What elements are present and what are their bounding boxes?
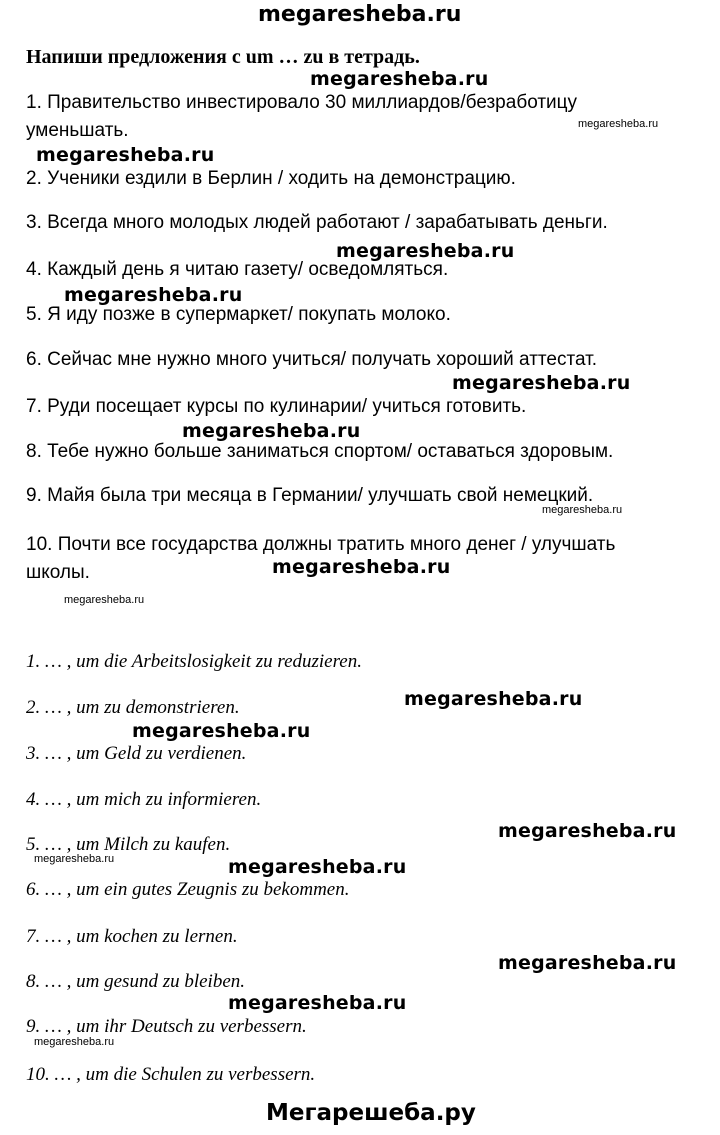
answer-item: 3. … , um Geld zu verdienen. <box>26 743 247 764</box>
sentence-item: школы. <box>26 562 90 583</box>
sentence-item: 3. Всегда много молодых людей работают / зарабатывать деньги. <box>26 212 608 233</box>
watermark-small: megaresheba.ru <box>34 853 115 865</box>
watermark-small: megaresheba.ru <box>578 118 659 130</box>
sentence-item: 4. Каждый день я читаю газету/ осведомляться. <box>26 259 449 280</box>
watermark: megaresheba.ru <box>64 284 243 306</box>
watermark: megaresheba.ru <box>336 240 515 262</box>
answer-item: 10. … , um die Schulen zu verbessern. <box>26 1064 316 1085</box>
task-heading: Напиши предложения с um … zu в тетрадь. <box>26 46 420 68</box>
sentence-item: 1. Правительство инвестировало 30 миллиардов/безработицу <box>26 92 578 113</box>
answer-item: 1. … , um die Arbeitslosigkeit zu reduzieren. <box>26 651 362 672</box>
sentence-item: 5. Я иду позже в супермаркет/ покупать молоко. <box>26 304 451 325</box>
answer-item: 2. … , um zu demonstrieren. <box>26 697 240 718</box>
answer-item: 5. … , um Milch zu kaufen. <box>26 834 231 855</box>
watermark: megaresheba.ru <box>452 372 631 394</box>
site-header: megaresheba.ru <box>258 2 462 27</box>
sentence-item: 8. Тебе нужно больше заниматься спортом/ оставаться здоровым. <box>26 441 614 462</box>
sentence-item: 9. Майя была три месяца в Германии/ улучшать свой немецкий. <box>26 485 594 506</box>
watermark-small: megaresheba.ru <box>542 504 623 516</box>
answer-item: 7. … , um kochen zu lernen. <box>26 926 238 947</box>
watermark: megaresheba.ru <box>228 856 407 878</box>
answer-item: 4. … , um mich zu informieren. <box>26 789 262 810</box>
watermark: megaresheba.ru <box>498 952 677 974</box>
answer-item: 8. … , um gesund zu bleiben. <box>26 971 246 992</box>
sentence-item: 2. Ученики ездили в Берлин / ходить на демонстрацию. <box>26 168 516 189</box>
watermark-small: megaresheba.ru <box>64 594 145 606</box>
watermark: megaresheba.ru <box>36 144 215 166</box>
watermark: megaresheba.ru <box>182 420 361 442</box>
answer-item: 6. … , um ein gutes Zeugnis zu bekommen. <box>26 879 350 900</box>
watermark: megaresheba.ru <box>498 820 677 842</box>
sentence-item: 7. Руди посещает курсы по кулинарии/ учиться готовить. <box>26 396 527 417</box>
answer-item: 9. … , um ihr Deutsch zu verbessern. <box>26 1016 307 1037</box>
watermark-small: megaresheba.ru <box>34 1036 115 1048</box>
watermark: megaresheba.ru <box>404 688 583 710</box>
sentence-item: 10. Почти все государства должны тратить много денег / улучшать <box>26 534 616 555</box>
sentence-item: уменьшать. <box>26 120 129 141</box>
sentence-item: 6. Сейчас мне нужно много учиться/ получать хороший аттестат. <box>26 349 597 370</box>
watermark: megaresheba.ru <box>272 556 451 578</box>
site-footer: Мегарешеба.ру <box>266 1100 476 1126</box>
watermark: megaresheba.ru <box>132 720 311 742</box>
watermark: megaresheba.ru <box>310 68 489 90</box>
watermark: megaresheba.ru <box>228 992 407 1014</box>
